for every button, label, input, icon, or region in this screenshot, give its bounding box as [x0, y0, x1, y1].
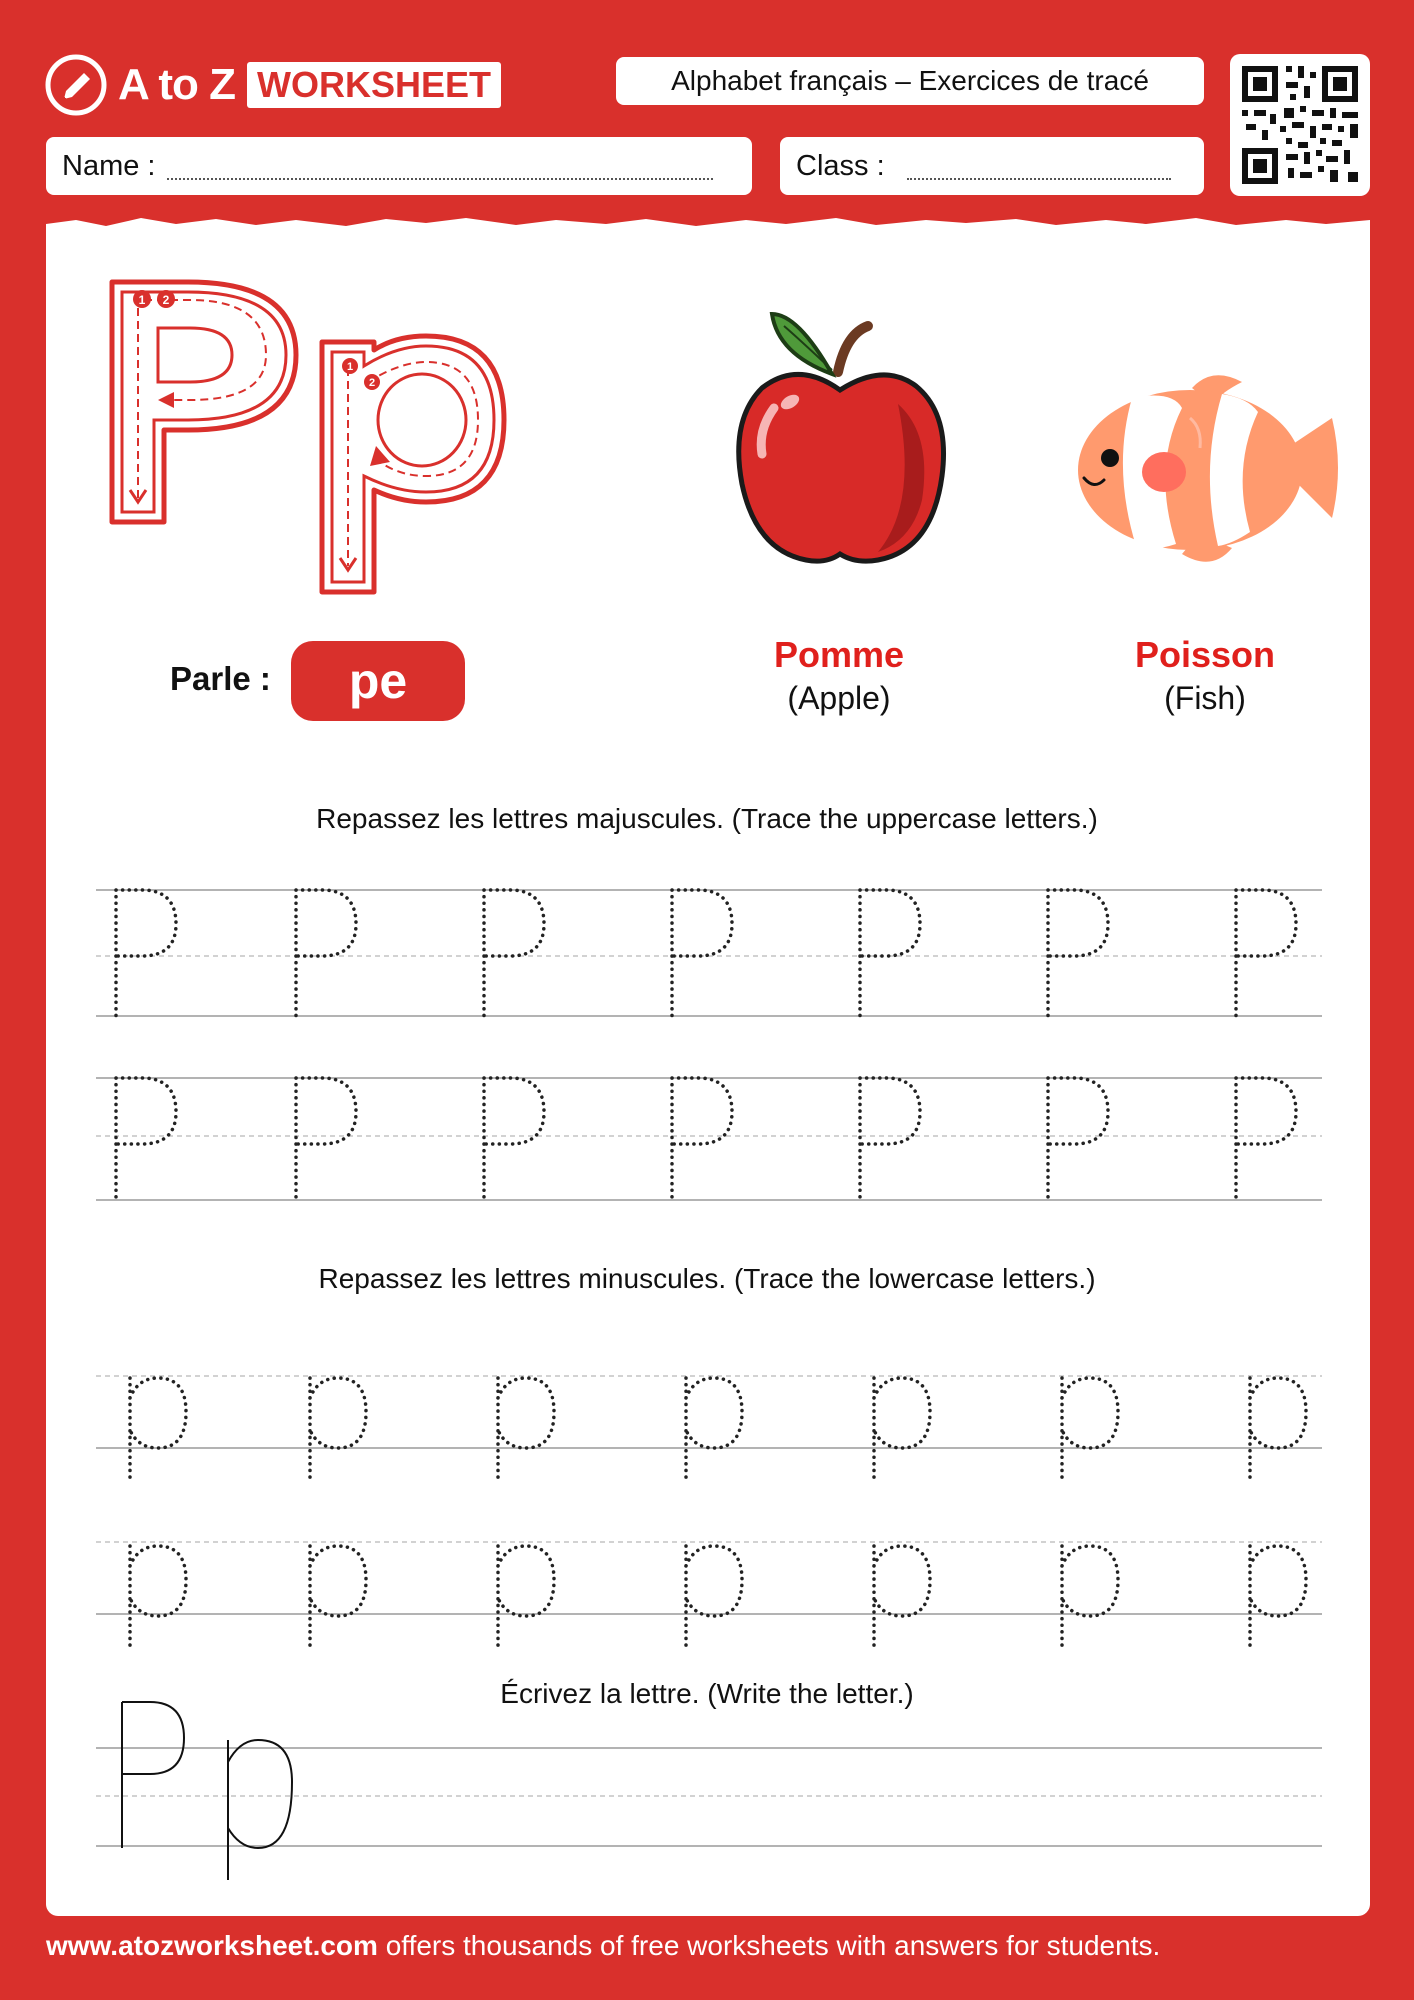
trace-upper-P-12 — [860, 1078, 920, 1200]
word-fish: Poisson — [1134, 634, 1276, 675]
worksheet-title: Alphabet français – Exercices de tracé — [616, 57, 1204, 105]
trace-lower-p-3 — [498, 1378, 554, 1480]
sound-pill[interactable]: pe — [291, 641, 465, 721]
sample-upper-letter — [122, 1702, 184, 1848]
trace-upper-P-8 — [116, 1078, 176, 1200]
trace-lower-p-12 — [874, 1546, 930, 1648]
trace-upper-P-13 — [1048, 1078, 1108, 1200]
translation-fish: (Fish) — [1164, 680, 1246, 716]
footer-site-link[interactable]: www.atozworksheet.com — [46, 1930, 378, 1961]
trace-lower-p-9 — [310, 1546, 366, 1648]
trace-upper-P-9 — [296, 1078, 356, 1200]
trace-upper-P-14 — [1236, 1078, 1296, 1200]
speak-label: Parle : — [170, 660, 271, 697]
stroke-number-2: 2 — [162, 293, 170, 307]
translation-apple: (Apple) — [787, 680, 891, 716]
logo-text: A to Z — [118, 60, 235, 109]
trace-lower-p-14 — [1250, 1546, 1306, 1648]
trace-lower-p-6 — [1062, 1378, 1118, 1480]
sample-lower-letter — [228, 1740, 292, 1880]
name-label: Name : — [62, 149, 156, 182]
trace-upper-P-5 — [860, 890, 920, 1016]
trace-lower-p-10 — [498, 1546, 554, 1648]
trace-lower-p-13 — [1062, 1546, 1118, 1648]
instruction-lowercase: Repassez les lettres minuscules. (Trace the lowercase letters.) — [318, 1263, 1096, 1294]
class-label: Class : — [796, 149, 885, 182]
stroke-number-1: 1 — [138, 293, 146, 307]
trace-lower-p-8 — [130, 1546, 186, 1648]
stroke-number-2b: 2 — [368, 377, 376, 389]
trace-lower-p-2 — [310, 1378, 366, 1480]
trace-upper-P-7 — [1236, 890, 1296, 1016]
trace-upper-P-2 — [296, 890, 356, 1016]
trace-upper-P-10 — [484, 1078, 544, 1200]
trace-lower-p-7 — [1250, 1378, 1306, 1480]
logo-badge: WORKSHEET — [247, 62, 501, 108]
trace-upper-P-11 — [672, 1078, 732, 1200]
footer — [46, 1930, 1160, 1962]
word-apple: Pomme — [773, 634, 905, 675]
trace-lower-p-4 — [686, 1378, 742, 1480]
trace-lower-p-1 — [130, 1378, 186, 1480]
trace-upper-P-3 — [484, 890, 544, 1016]
stroke-number-1b: 1 — [346, 361, 354, 373]
trace-lower-p-11 — [686, 1546, 742, 1648]
instruction-uppercase: Repassez les lettres majuscules. (Trace the uppercase letters.) — [316, 803, 1098, 834]
footer-text: offers thousands of free worksheets with answers for students. — [377, 1930, 1161, 1961]
trace-upper-P-6 — [1048, 890, 1108, 1016]
instruction-write: Écrivez la lettre. (Write the letter.) — [500, 1678, 914, 1709]
trace-lower-p-5 — [874, 1378, 930, 1480]
trace-upper-P-1 — [116, 890, 176, 1016]
trace-upper-P-4 — [672, 890, 732, 1016]
